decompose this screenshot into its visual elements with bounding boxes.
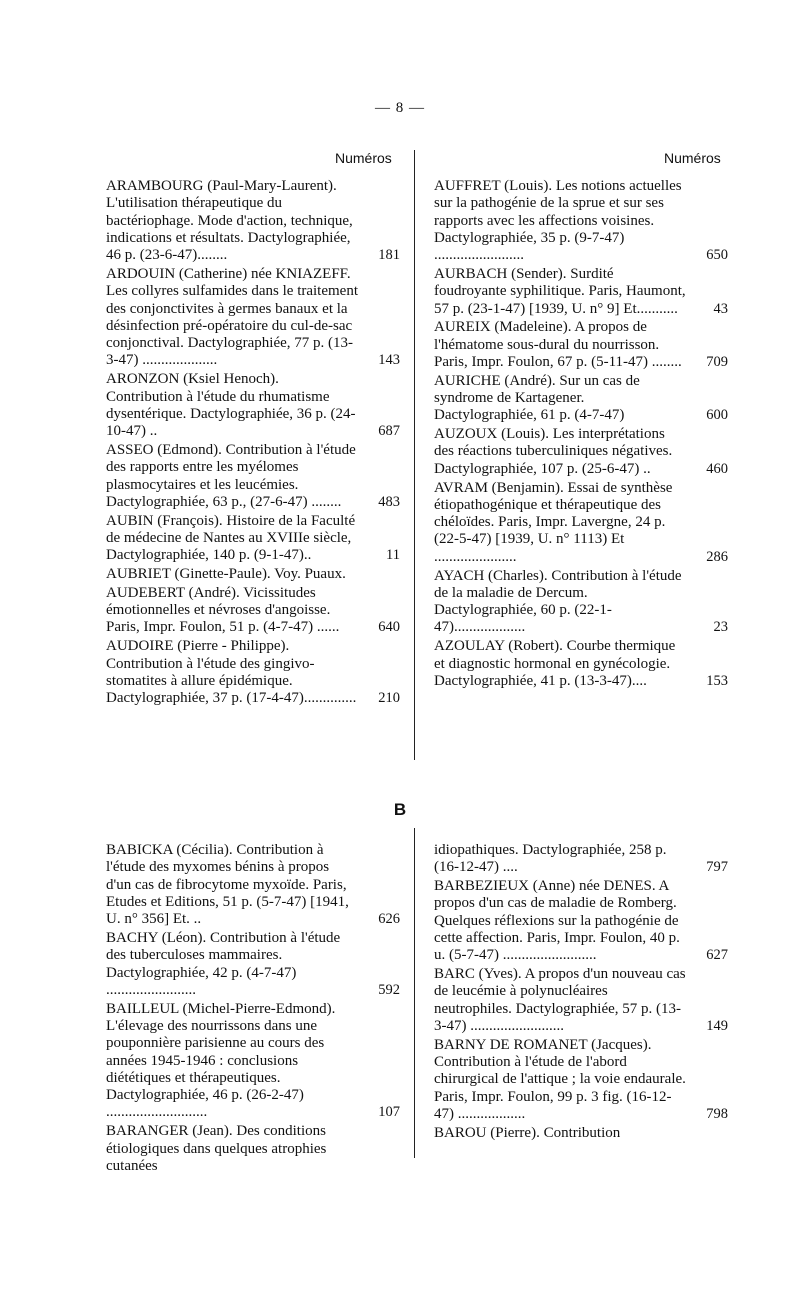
entry-text: AUFFRET (Louis). Les notions actuelles sur la pathogénie de la sprue et sur ses rapports avec les affections voisines. Dactylographiée, 35 p. (9-7-47) ........................ xyxy=(434,178,682,264)
entries-bottom-right xyxy=(434,842,728,1144)
entries-bottom-left xyxy=(106,842,400,1177)
entry-number: 709 xyxy=(706,353,728,370)
entry-number: 11 xyxy=(386,547,400,564)
entry-text: AUREIX (Madeleine). A propos de l'hématome sous-dural du nourrisson. Paris, Impr. Foulon, 67 p. (5-11-47) ........ xyxy=(434,319,682,370)
entry-text: AUBRIET (Ginette-Paule). Voy. Puaux. xyxy=(106,566,346,583)
bibliography-entry xyxy=(106,266,400,370)
bibliography-entry xyxy=(434,568,728,637)
entry-text: BARNY DE ROMANET (Jacques). Contribution à l'étude de l'abord chirurgical de l'attique ; la voie endaurale. Paris, Impr. Foulon, 99 p. 3 fig. (16-12-47) .................. xyxy=(434,1036,686,1122)
bibliography-entry xyxy=(434,480,728,566)
bibliography-entry xyxy=(434,426,728,478)
bibliography-entry xyxy=(434,178,728,264)
column-header-right: Numéros xyxy=(664,150,721,166)
entry-text: ARAMBOURG (Paul-Mary-Laurent). L'utilisation thérapeutique du bactériophage. Mode d'action, technique, indications et résultats. Dactylographiée, 46 p. (23-6-47)........ xyxy=(106,178,353,264)
entry-text: BARANGER (Jean). Des conditions étiologiques dans quelques atrophies cutanées xyxy=(106,1123,327,1174)
entry-number: 483 xyxy=(378,493,400,510)
entry-number: 687 xyxy=(378,423,400,440)
entry-text: BAROU (Pierre). Contribution xyxy=(434,1124,621,1141)
bibliography-entry xyxy=(434,878,728,964)
entry-text: idiopathiques. Dactylographiée, 258 p. (16-12-47) .... xyxy=(434,842,667,876)
entry-text: AVRAM (Benjamin). Essai de synthèse étiopathogénique et thérapeutique des chéloïdes. Paris, Impr. Lavergne, 24 p. (22-5-47) [1939, U. n° 1113) Et ...................... xyxy=(434,479,673,565)
bibliography-entry xyxy=(106,842,400,928)
entry-number: 286 xyxy=(706,548,728,565)
bibliography-entry xyxy=(106,178,400,264)
entry-number: 798 xyxy=(706,1105,728,1122)
entry-text: BACHY (Léon). Contribution à l'étude des tuberculoses mammaires. Dactylographiée, 42 p. (4-7-47) ........................ xyxy=(106,929,341,998)
entry-text: ASSEO (Edmond). Contribution à l'étude des rapports entre les myélomes plasmocytaires et les leucémies. Dactylographiée, 63 p., (27-6-47) ........ xyxy=(106,441,356,510)
entry-number: 600 xyxy=(706,407,728,424)
bibliography-entry xyxy=(106,566,400,583)
bibliography-entry xyxy=(434,1037,728,1123)
entry-text: ARONZON (Ksiel Henoch). Contribution à l'étude du rhumatisme dysentérique. Dactylographiée, 36 p. (24-10-47) .. xyxy=(106,371,356,440)
entry-text: AURBACH (Sender). Surdité foudroyante syphilitique. Paris, Haumont, 57 p. (23-1-47) [1939, U. n° 9] Et........... xyxy=(434,265,686,317)
entry-number: 210 xyxy=(378,690,400,707)
bibliography-entry xyxy=(106,1123,400,1175)
column-header-left: Numéros xyxy=(335,150,392,166)
entry-number: 640 xyxy=(378,619,400,636)
entry-text: BAILLEUL (Michel-Pierre-Edmond). L'élevage des nourrissons dans une pouponnière parisienne au cours des années 1945-1946 : conclusions diététiques et thérapeutiques. Dactylographiée, 46 p. (26-2-47) ........................... xyxy=(106,1000,336,1121)
bibliography-entry xyxy=(434,842,728,877)
page-number: — 8 — xyxy=(375,100,425,116)
bibliography-entry xyxy=(106,1001,400,1122)
column-divider-bottom xyxy=(414,828,415,1158)
bibliography-entry xyxy=(434,373,728,425)
bibliography-entry xyxy=(434,638,728,690)
entry-number: 107 xyxy=(378,1104,400,1121)
entry-number: 23 xyxy=(713,619,728,636)
bibliography-entry xyxy=(106,638,400,707)
bibliography-entry xyxy=(106,585,400,637)
entry-number: 626 xyxy=(378,911,400,928)
bibliography-entry xyxy=(106,442,400,511)
bibliography-entry xyxy=(434,966,728,1035)
entry-number: 460 xyxy=(706,460,728,477)
entry-text: AUZOUX (Louis). Les interprétations des réactions tuberculiniques négatives. Dactylographiée, 107 p. (25-6-47) .. xyxy=(434,426,673,477)
entry-text: BARC (Yves). A propos d'un nouveau cas de leucémie à polynucléaires neutrophiles. Dactylographiée, 57 p. (13-3-47) ......................... xyxy=(434,966,686,1034)
entries-top-left xyxy=(106,178,400,709)
entry-text: AZOULAY (Robert). Courbe thermique et diagnostic hormonal en gynécologie. Dactylographiée, 41 p. (13-3-47).... xyxy=(434,638,676,689)
entry-number: 181 xyxy=(378,247,400,264)
entry-text: ARDOUIN (Catherine) née KNIAZEFF. Les collyres sulfamides dans le traitement des conjonctivites à germes banaux et la désinfection pré-opératoire du cul-de-sac conjonctival. Dactylographiée, 77 p. (13-3-47) .................... xyxy=(106,265,359,369)
entry-text: BABICKA (Cécilia). Contribution à l'étude des myxomes bénins à propos d'un cas de fibrocytome myxoïde. Paris, Etudes et Editions, 51 p. (5-7-47) [1941, U. n° 356] Et. .. xyxy=(106,842,349,928)
entry-text: AUDOIRE (Pierre - Philippe). Contribution à l'étude des gingivo-stomatites à allure épidémique. Dactylographiée, 37 p. (17-4-47).............. xyxy=(106,638,357,707)
entry-number: 797 xyxy=(706,859,728,876)
entry-number: 592 xyxy=(378,981,400,998)
entry-number: 627 xyxy=(706,947,728,964)
entry-number: 43 xyxy=(713,300,728,317)
entry-number: 143 xyxy=(378,352,400,369)
entry-text: BARBEZIEUX (Anne) née DENES. A propos d'un cas de maladie de Romberg. Quelques réflexions sur la pathogénie de cette affection. Paris, Impr. Foulon, 40 p. u. (5-7-47) ......................... xyxy=(434,878,680,964)
entry-number: 650 xyxy=(706,247,728,264)
bibliography-entry xyxy=(434,266,728,318)
entry-text: AYACH (Charles). Contribution à l'étude de la maladie de Dercum. Dactylographiée, 60 p. (22-1-47)................... xyxy=(434,567,682,636)
entries-top-right xyxy=(434,178,728,692)
bibliography-entry xyxy=(434,319,728,371)
entry-text: AUDEBERT (André). Vicissitudes émotionnelles et névroses d'angoisse. Paris, Impr. Foulon, 51 p. (4-7-47) ...... xyxy=(106,584,340,636)
entry-number: 153 xyxy=(706,672,728,689)
bibliography-entry xyxy=(106,513,400,565)
entry-number: 149 xyxy=(706,1017,728,1034)
bibliography-entry xyxy=(106,371,400,440)
column-divider-top xyxy=(414,150,415,760)
entry-text: AUBIN (François). Histoire de la Faculté de médecine de Nantes au XVIIIe siècle, Dactylographiée, 140 p. (9-1-47).. xyxy=(106,512,356,564)
bibliography-entry xyxy=(106,930,400,999)
entry-text: AURICHE (André). Sur un cas de syndrome de Kartagener. Dactylographiée, 61 p. (4-7-47) xyxy=(434,372,640,424)
bibliography-entry xyxy=(434,1125,728,1142)
section-letter: B xyxy=(393,800,407,819)
